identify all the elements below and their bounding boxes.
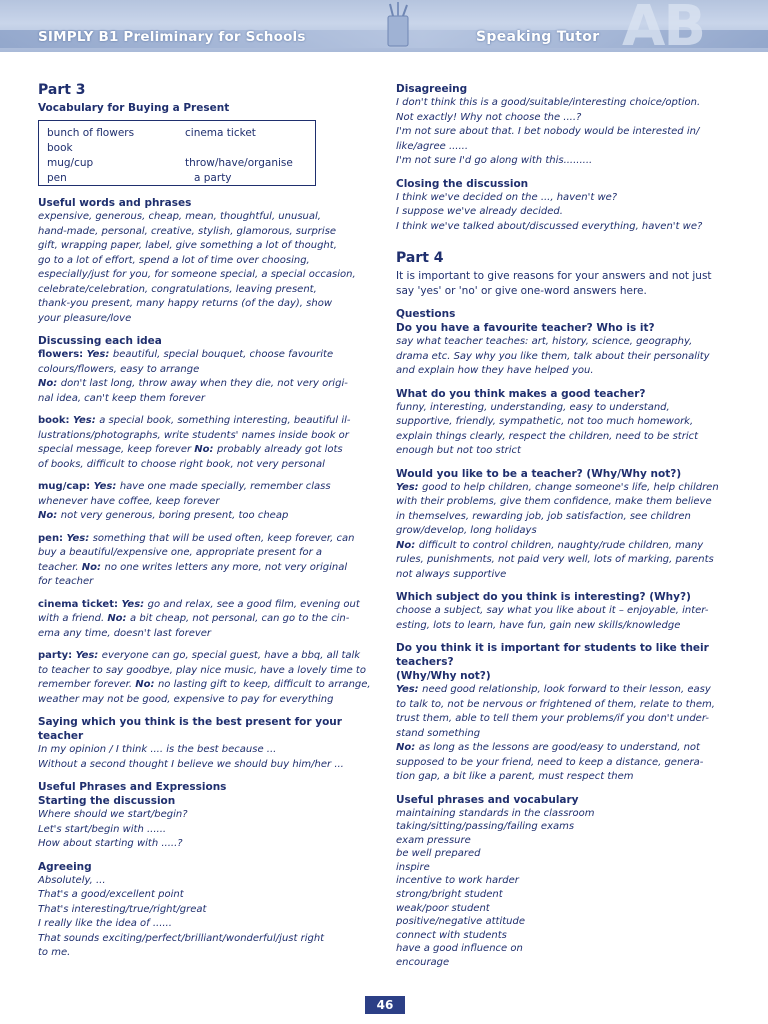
vocab-item: cinema ticket [185,127,256,139]
text-line [396,430,740,445]
idea-block [38,414,374,472]
text-line: Let's start/begin with ...... [38,823,167,835]
text-line [396,698,740,713]
text-segment: supposed to be your friend, need to keep a distance, genera- [396,756,704,768]
text-line: say 'yes' or 'no' or give one-word answers here. [396,285,647,297]
text-line [38,509,374,524]
discussing-heading: Discussing each idea [38,335,162,347]
text-line [396,727,740,742]
text-segment: and explain how they have helped you. [396,365,594,376]
yes-no-label: No: [396,742,419,753]
spacer [396,633,740,641]
text-segment: explain things clearly, respect the children, need to be strict [396,430,699,442]
disagreeing-text [396,96,740,169]
yes-no-label: No: [107,613,131,624]
text-segment: trust them, able to tell them your problems/if you don't under- [396,713,710,724]
idea-block [38,598,374,642]
text-line [38,348,374,363]
text-segment: for teacher [38,576,94,587]
text-line: taking/sitting/passing/failing exams [396,821,575,833]
agreeing-text [38,874,374,961]
idea-block [38,649,374,707]
spacer [38,707,374,715]
text-segment: choose a subject, say what you like about it – enjoyable, inter- [396,605,709,616]
question-text: Which subject do you think is interesting? (Why?) [396,591,691,603]
text-segment: not always supportive [396,568,507,580]
text-segment: not very generous, boring present, too cheap [60,510,289,521]
text-line: I'm not sure about that. I bet nobody would be interested in/ [396,126,700,137]
yes-no-label: Yes: [86,349,113,360]
vocab-item: mug/cup [47,157,94,169]
text-line: inspire [396,861,430,873]
text-line [38,678,374,693]
text-line [38,649,374,664]
yes-no-label: Yes: [396,684,423,695]
text-line: thank-you present, many happy returns (of the day), show [38,298,332,309]
text-line [396,510,740,525]
text-segment: as long as the lessons are good/easy to understand, not [418,742,700,753]
closing-text [396,191,740,235]
yes-no-label: No: [135,679,158,690]
text-line: I think we've decided on the ..., haven't we? [396,191,618,203]
vocab-phrases-heading: Useful phrases and vocabulary [396,793,579,806]
text-line: go to a lot of effort, spend a lot of time over choosing, [38,254,310,266]
text-line [396,415,740,430]
closing-heading: Closing the discussion [396,177,529,190]
text-line: It is important to give reasons for your answers and not just [396,270,712,282]
text-line: weak/poor student [396,902,490,914]
text-line [396,604,740,619]
text-line [396,741,740,756]
vocab-item: bunch of flowers [47,127,135,139]
text-segment: good to help children, change someone's life, help children [422,481,719,493]
text-segment: enough but not too strict [396,445,521,456]
spacer [396,459,740,467]
text-segment: stand something [396,727,481,739]
book-title: SIMPLY B1 Preliminary for Schools [38,29,306,45]
yes-no-label: Yes: [75,650,102,661]
text-line [38,546,374,561]
text-segment: tion gap, a bit like a parent, must respect them [396,771,634,782]
yes-no-label: Yes: [93,481,120,492]
text-line [396,524,740,539]
text-line [38,429,374,444]
item-label: party: [38,650,76,661]
text-line [396,770,740,785]
text-line [38,561,374,576]
text-line [396,495,740,510]
text-segment: whenever have coffee, keep forever [38,495,220,507]
useful-phrases-heading: Useful Phrases and Expressions [38,781,227,793]
questions-list [396,321,740,793]
text-segment: need good relationship, look forward to their lesson, easy [422,684,711,695]
text-line: connect with students [396,929,507,941]
spacer [396,582,740,590]
text-line [38,443,374,458]
text-line [396,553,740,568]
text-line: Absolutely, ... [38,874,106,886]
text-line: That's interesting/true/right/great [38,903,207,915]
text-segment: teacher. [38,561,82,573]
text-line: have a good influence on [396,943,523,955]
question-block [396,387,740,459]
text-line [396,444,740,459]
spacer [38,590,374,598]
text-line [396,568,740,583]
text-segment: weather may not be good, expensive to pay for everything [38,693,334,705]
text-segment: of books, difficult to choose right book, not very personal [38,458,325,470]
text-line [38,532,374,547]
text-line: I'm not sure I'd go along with this......... [396,155,593,166]
text-line: How about starting with .....? [38,838,183,849]
yes-no-label: No: [81,561,105,573]
item-label: flowers: [38,349,87,360]
text-line: In my opinion / I think .... is the best because ... [38,744,277,755]
vocab-heading: Vocabulary for Buying a Present [38,102,230,114]
text-line: be well prepared [396,848,481,860]
text-segment: lustrations/photographs, write students' names inside book or [38,429,349,441]
vocab-col-2 [185,126,293,186]
item-label: book: [38,415,74,426]
text-line [396,350,740,365]
text-line [396,335,740,350]
item-label: cinema ticket: [38,598,122,610]
idea-block [38,348,374,406]
text-segment: nal idea, can't keep them forever [38,392,206,404]
question-block [396,467,740,583]
yes-no-label: Yes: [73,415,100,426]
saying-heading: Saying which you think is the best present for your teacher [38,716,342,742]
agreeing-heading: Agreeing [38,860,92,873]
text-segment: have one made specially, remember class [119,481,331,492]
text-line [38,598,374,613]
vocab-col-1 [47,126,134,186]
spacer [38,641,374,649]
saying-text [38,743,374,772]
text-segment: colours/flowers, easy to arrange [38,363,200,375]
yes-no-label: No: [38,378,61,389]
idea-block [38,480,374,524]
text-segment: remember forever. [38,679,136,690]
text-line [38,363,374,378]
text-segment: funny, interesting, understanding, easy to understand, [396,401,670,413]
question-text: (Why/Why not?) [396,670,491,682]
question-block [396,321,740,379]
text-line [396,539,740,554]
text-segment: drama etc. Say why you like them, talk about their personality [396,350,710,362]
spacer [38,472,374,480]
section-title: Speaking Tutor [476,29,600,45]
text-line: hand-made, personal, creative, stylish, glamorous, surprise [38,225,337,237]
idea-block [38,532,374,590]
text-line: Without a second thought I believe we should buy him/her ... [38,758,344,770]
banner-decor-letters: AB [622,0,705,52]
text-segment: esting, lots to learn, have fun, gain new skills/knowledge [396,619,681,631]
text-line [396,683,740,698]
text-segment: with a friend. [38,613,108,624]
text-line: strong/bright student [396,889,503,901]
text-line: positive/negative attitude [396,916,526,928]
question-text: What do you think makes a good teacher? [396,387,646,400]
pencil-cup-icon [380,2,416,48]
text-line: especially/just for you, for someone special, a special occasion, [38,269,356,280]
text-line [396,756,740,771]
item-label: mug/cap: [38,481,94,492]
text-line: like/agree ...... [396,140,469,152]
text-segment: a bit cheap, not personal, can go to the cin- [130,613,350,624]
text-segment: go and relax, see a good film, evening out [147,598,360,610]
vocab-box [38,120,316,186]
text-line: incentive to work harder [396,875,519,887]
yes-no-label: Yes: [121,598,148,610]
vocab-item: book [47,142,73,154]
text-line [396,481,740,496]
yes-no-label: No: [194,444,217,455]
questions-heading: Questions [396,308,456,320]
text-segment: to talk to, not be nervous or frightened of them, relate to them, [396,698,715,710]
text-segment: supportive, friendly, sympathetic, not too much homework, [396,416,694,427]
useful-words-text [38,210,374,326]
text-segment: don't last long, throw away when they die, not very origi- [60,378,348,389]
text-line: maintaining standards in the classroom [396,807,595,819]
text-segment: with their problems, give them confidence, make them believe [396,496,712,507]
page-number: 46 [365,996,405,1014]
text-segment: probably already got lots [217,444,343,455]
text-line [38,377,374,392]
text-line: your pleasure/love [38,312,132,324]
text-line [38,392,374,407]
text-line: I really like the idea of ...... [38,918,172,929]
right-column [396,76,740,970]
spacer [396,785,740,793]
text-line: That's a good/excellent point [38,889,184,900]
ideas-list [38,348,374,715]
disagreeing-heading: Disagreeing [396,83,468,95]
text-line [38,495,374,510]
text-line [38,414,374,429]
useful-words-heading: Useful words and phrases [38,197,192,209]
item-label: pen: [38,532,67,544]
question-text: Do you think it is important for students to like their teachers? [396,642,709,668]
text-line [38,664,374,679]
spacer [38,524,374,532]
yes-no-label: Yes: [66,532,93,544]
text-segment: difficult to control children, naughty/rude children, many [418,539,704,551]
part4-intro [396,269,740,299]
question-block [396,590,740,633]
text-segment: grow/develop, long holidays [396,525,537,536]
text-segment: a special book, something interesting, beautiful il- [99,415,351,426]
vocab-item: pen [47,172,67,184]
text-segment: ema any time, doesn't last forever [38,627,212,639]
text-line [396,712,740,727]
text-segment: special message, keep forever [38,444,195,455]
yes-no-label: No: [38,510,61,521]
vocab-phrases-text [396,807,740,970]
text-segment: buy a beautiful/expensive one, appropriate present for a [38,547,323,558]
text-line [38,575,374,590]
text-line: exam pressure [396,834,471,846]
text-segment: rules, punishments, not paid very well, lots of marking, parents [396,554,714,565]
text-line [38,627,374,642]
vocab-item: throw/have/organise [185,157,293,169]
text-line: celebrate/celebration, congratulations, leaving present, [38,283,317,295]
text-line: gift, wrapping paper, label, give something a lot of thought, [38,240,337,251]
text-line: Where should we start/begin? [38,809,188,820]
text-segment: something that will be used often, keep forever, can [92,532,355,544]
vocab-item: a party [194,172,232,184]
text-line [38,612,374,627]
starting-text [38,808,374,852]
spacer [38,406,374,414]
text-segment: say what teacher teaches: art, history, science, geography, [396,336,693,347]
text-segment: no one writes letters any more, not very original [104,561,348,573]
starting-heading: Starting the discussion [38,795,176,807]
text-line [396,364,740,379]
part3-title: Part 3 [38,82,86,98]
text-line: Not exactly! Why not choose the ....? [396,111,582,123]
text-segment: no lasting gift to keep, difficult to arrange, [157,679,371,690]
question-block [396,641,740,785]
vocab-item [185,141,293,156]
text-line [38,458,374,473]
text-line [38,480,374,495]
question-text: Would you like to be a teacher? (Why/Why not?) [396,467,682,480]
text-line: That sounds exciting/perfect/brilliant/wonderful/just right [38,932,325,944]
text-line: I don't think this is a good/suitable/interesting choice/option. [396,97,701,108]
yes-no-label: Yes: [396,481,423,493]
text-line: encourage [396,957,450,969]
question-text: Do you have a favourite teacher? Who is it? [396,322,655,334]
text-line: I suppose we've already decided. [396,206,563,217]
spacer [396,379,740,387]
header-banner [0,0,768,52]
part4-title: Part 4 [396,250,444,266]
text-line [396,401,740,416]
text-segment: beautiful, special bouquet, choose favourite [112,349,334,360]
yes-no-label: No: [396,539,419,551]
text-segment: to teacher to say goodbye, play nice music, have a lovely time to [38,664,366,676]
text-line: to me. [38,947,71,958]
text-line [396,619,740,634]
text-segment: in themselves, rewarding job, job satisfaction, see children [396,510,691,522]
text-line: expensive, generous, cheap, mean, thoughtful, unusual, [38,211,321,222]
text-line [38,693,374,708]
left-column [38,76,374,961]
text-segment: everyone can go, special guest, have a bbq, all talk [101,650,361,661]
text-line: I think we've talked about/discussed everything, haven't we? [396,220,703,232]
